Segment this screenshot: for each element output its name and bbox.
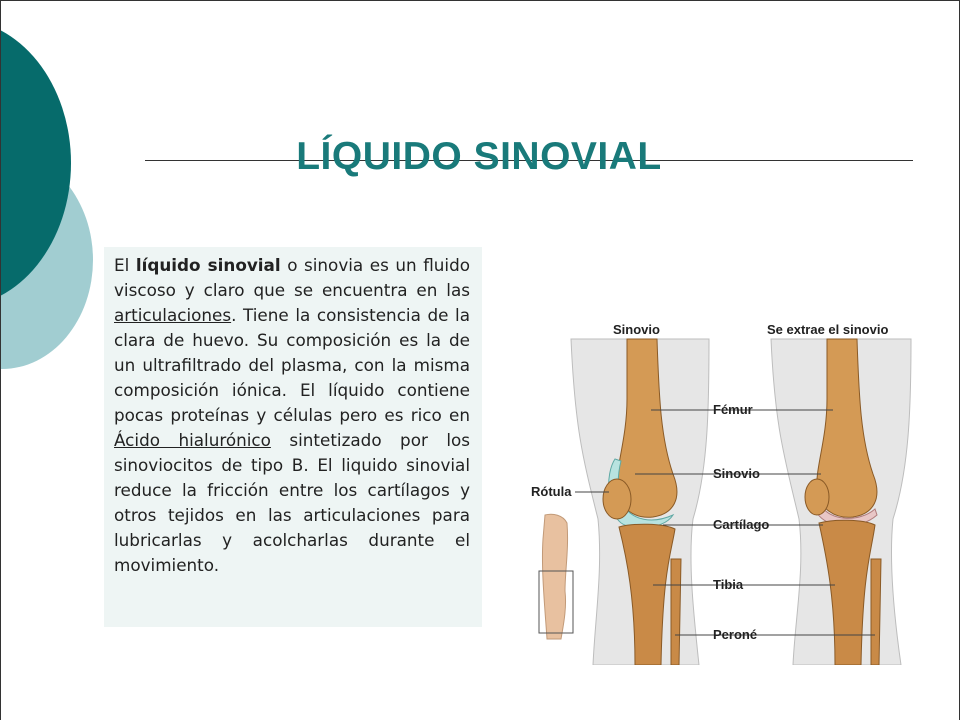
left-patella-bone xyxy=(603,479,631,519)
right-fibula-bone xyxy=(871,559,881,665)
body-text-1: El xyxy=(114,255,136,275)
cartilago-label: Cartílago xyxy=(713,517,770,532)
body-text-2: o sinovia es un fluido viscoso y claro que se encuentra en las xyxy=(114,255,470,300)
perone-label: Peroné xyxy=(713,627,758,642)
left-fibula-bone xyxy=(671,559,681,665)
femur-label: Fémur xyxy=(713,402,753,417)
rotula-label: Rótula xyxy=(531,484,572,499)
acido-hialuronico-link[interactable]: Ácido hialurónico xyxy=(114,430,271,450)
articulaciones-link[interactable]: articulaciones xyxy=(114,305,232,325)
body-text-3: . Tiene la consistencia de la clara de huevo. Su composición es la de un ultrafiltrado del plasma, con la misma composición iónica. El líquido contiene pocas proteínas y células pero es rico en xyxy=(114,305,470,425)
body-paragraph xyxy=(114,253,470,578)
sinovio-label: Sinovio xyxy=(713,466,760,481)
se-extrae-sinovio-heading-label: Se extrae el sinovio xyxy=(767,322,889,337)
slide-title: LÍQUIDO SINOVIAL xyxy=(296,135,662,178)
body-text-4: sintetizado por los sinoviocitos de tipo B. El liquido sinovial reduce la fricción entre los cartílagos y otros tejidos en las articulaciones para lubricarlas y acolcharlas durante el movimiento. xyxy=(114,430,470,575)
knee-anatomy-illustration xyxy=(523,309,915,665)
tibia-label: Tibia xyxy=(713,577,744,592)
sinovio-heading-label: Sinovio xyxy=(613,322,660,337)
leg-silhouette-thumbnail xyxy=(542,514,567,639)
right-patella-bone xyxy=(805,479,829,515)
body-bold-term: líquido sinovial xyxy=(135,255,281,275)
